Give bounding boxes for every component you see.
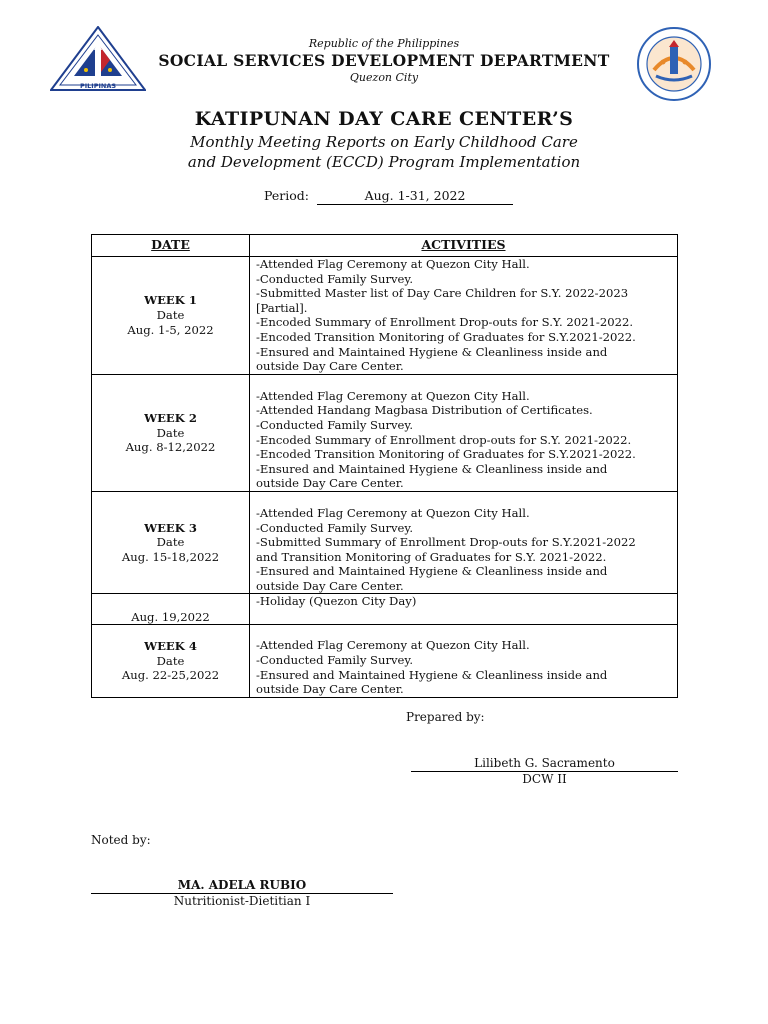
table-row [92, 257, 678, 375]
activity-line: -Attended Flag Ceremony at Quezon City Hall. [256, 388, 530, 403]
activities-cell [250, 374, 678, 491]
preparer-position: DCW II [522, 772, 567, 786]
week-label: WEEK 4 [144, 639, 197, 654]
activity-line: -Encoded Transition Monitoring of Graduates for S.Y.2021-2022. [256, 447, 636, 462]
date-cell [92, 257, 250, 375]
table-row [92, 594, 678, 625]
activity-line: -Conducted Family Survey. [256, 417, 414, 432]
activities-cell [250, 594, 678, 625]
activities-cell [250, 625, 678, 697]
activity-line: -Ensured and Maintained Hygiene & Cleanliness inside and [256, 564, 608, 579]
activity-line: -Holiday (Quezon City Day) [256, 594, 417, 609]
activity-line: -Conducted Family Survey. [256, 271, 414, 286]
date-label: Date [156, 425, 185, 440]
week-label: WEEK 1 [144, 293, 197, 308]
noted-by-label: Noted by: [91, 833, 151, 847]
activity-line: -Ensured and Maintained Hygiene & Cleanliness inside and [256, 667, 608, 682]
date-range: Aug. 15-18,2022 [121, 549, 220, 564]
noter-name: MA. ADELA RUBIO [91, 878, 393, 894]
preparer-name: Lilibeth G. Sacramento [411, 756, 678, 772]
date-column-header: DATE [92, 235, 250, 257]
department-name: SOCIAL SERVICES DEVELOPMENT DEPARTMENT [158, 51, 610, 70]
date-range: Aug. 1-5, 2022 [127, 322, 214, 337]
table-row [92, 374, 678, 491]
activity-line: outside Day Care Center. [256, 476, 404, 491]
activity-line: -Encoded Transition Monitoring of Graduates for S.Y.2021-2022. [256, 329, 636, 344]
date-range: Aug. 22-25,2022 [121, 668, 220, 683]
activity-line: -Submitted Master list of Day Care Children for S.Y. 2022-2023 [256, 286, 629, 301]
period-label: Period: [264, 188, 309, 203]
activity-line: -Conducted Family Survey. [256, 653, 414, 668]
activities-column-header: ACTIVITIES [250, 235, 678, 257]
document-subtitle-line2: and Development (ECCD) Program Implementation [187, 153, 581, 171]
activities-cell [250, 257, 678, 375]
activity-line: -Ensured and Maintained Hygiene & Cleanliness inside and [256, 344, 608, 359]
date-range: Aug. 8-12,2022 [125, 440, 216, 455]
week-label: WEEK 2 [144, 410, 197, 425]
noter-position: Nutritionist-Dietitian I [173, 894, 311, 908]
table-header-row [92, 235, 678, 257]
activity-line: -Ensured and Maintained Hygiene & Cleanliness inside and [256, 461, 608, 476]
activity-line: -Encoded Summary of Enrollment Drop-outs for S.Y. 2021-2022. [256, 315, 634, 330]
activity-line: -Attended Flag Ceremony at Quezon City Hall. [256, 257, 530, 271]
period-value: Aug. 1-31, 2022 [317, 188, 513, 205]
week-label: WEEK 3 [144, 520, 197, 535]
date-label: Date [156, 535, 185, 550]
date-cell [92, 625, 250, 697]
table-row [92, 625, 678, 697]
activity-line: -Attended Flag Ceremony at Quezon City Hall. [256, 505, 530, 520]
activity-line: [Partial]. [256, 300, 308, 315]
noter-signature-block [91, 878, 393, 908]
activity-line: and Transition Monitoring of Graduates for S.Y. 2021-2022. [256, 549, 607, 564]
prepared-by-label: Prepared by: [406, 710, 485, 724]
activity-line: outside Day Care Center. [256, 682, 404, 697]
left-seal-bottom-text: PILIPINAS [79, 82, 117, 90]
activity-line: outside Day Care Center. [256, 359, 404, 374]
activity-line: -Attended Handang Magbasa Distribution of Certificates. [256, 403, 593, 418]
date-label: Date [156, 653, 185, 668]
activities-table [91, 234, 678, 698]
document-subtitle-line1: Monthly Meeting Reports on Early Childhood Care [190, 133, 578, 151]
document-title: KATIPUNAN DAY CARE CENTER’S [194, 108, 574, 130]
date-label: Date [156, 308, 185, 323]
table-row [92, 491, 678, 594]
preparer-signature-block [411, 756, 678, 786]
date-cell [92, 594, 250, 625]
date-range: Aug. 19,2022 [131, 609, 210, 624]
republic-text: Republic of the Philippines [308, 37, 460, 50]
activity-line: -Encoded Summary of Enrollment drop-outs for S.Y. 2021-2022. [256, 432, 632, 447]
city-text: Quezon City [349, 71, 419, 84]
activity-line: -Attended Flag Ceremony at Quezon City Hall. [256, 638, 530, 653]
activity-line: -Submitted Summary of Enrollment Drop-outs for S.Y.2021-2022 [256, 535, 636, 550]
date-cell [92, 374, 250, 491]
date-cell [92, 491, 250, 594]
activities-cell [250, 491, 678, 594]
activity-line: -Conducted Family Survey. [256, 520, 414, 535]
activity-line: outside Day Care Center. [256, 578, 404, 593]
